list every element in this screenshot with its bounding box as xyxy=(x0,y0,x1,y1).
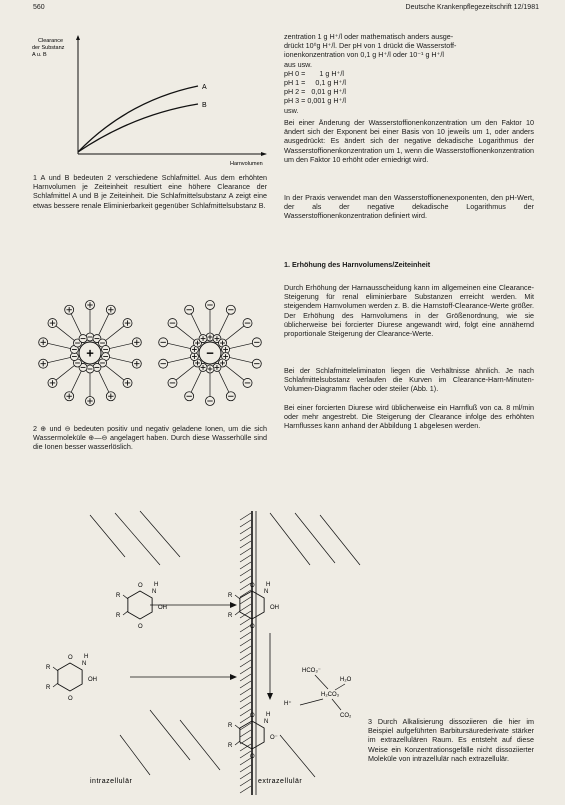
substituent-r: R xyxy=(228,723,233,729)
carbonyl-o: O xyxy=(68,696,73,702)
ph-value-line: pH 1 = 0,1 g H⁺/l xyxy=(284,78,346,88)
hydroxyl-oh: OH xyxy=(270,605,279,611)
figure-1-clearance-chart xyxy=(30,34,270,169)
r-bond xyxy=(53,667,58,671)
hatch-line xyxy=(240,576,251,583)
hydrogen-h: H xyxy=(266,582,271,588)
y-axis-label-1: Clearance xyxy=(38,38,64,44)
carbonyl-o: O xyxy=(250,754,255,760)
barbiturate-molecule-extracellular-top xyxy=(228,582,279,630)
hatch-line xyxy=(240,597,251,604)
central-ion-sign: − xyxy=(206,345,214,361)
curve-a-label: A xyxy=(202,84,207,91)
hatch-line xyxy=(240,513,251,520)
x-axis-label: Harnvolumen xyxy=(230,161,263,167)
r-bond xyxy=(123,611,128,615)
y-axis-label-2: der Substanz xyxy=(32,45,65,51)
hatch-line xyxy=(240,779,251,786)
carbonyl-o: O xyxy=(138,583,143,589)
nitrogen-n: N xyxy=(264,589,269,595)
intracellular-diagonal xyxy=(140,511,180,557)
reaction-line-3 xyxy=(300,699,323,705)
hatch-line xyxy=(240,765,251,772)
paragraph-5: Bei einer forcierten Diurese wird üblicherweise ein Harnfluß von ca. 8 ml/min oder mehr angestrebt. Die Steigerung der Clearance infolge des erhöhten Harnflusses kann anhand der Abbildung 1 abgelesen werden. xyxy=(284,403,534,431)
hatch-line xyxy=(240,604,251,611)
r-bond xyxy=(123,595,128,599)
figure-3-barbiturate-dissociation xyxy=(30,505,370,800)
barbiturate-molecule-intracellular-top xyxy=(116,582,167,630)
dissociation-arrow-head xyxy=(267,693,273,700)
hatch-line xyxy=(240,667,251,674)
hatch-line xyxy=(240,534,251,541)
substituent-r: R xyxy=(116,593,121,599)
carbonyl-o: O xyxy=(138,624,143,630)
hatch-line xyxy=(240,660,251,667)
intracellular-diagonal xyxy=(115,513,160,565)
carbonyl-o: O xyxy=(250,713,255,719)
substituent-r: R xyxy=(46,665,51,671)
substituent-r: R xyxy=(228,743,233,749)
paragraph-4: Bei der Schlafmitteleliminaton liegen die Verhältnisse ähnlich. Je nach Schlafmittelsubstanz verlaufen die Kurven im Clearance-Harn-Minuten-Volumen-Diagramm flacher oder steiler (Abb. 1). xyxy=(284,366,534,394)
barbiturate-anion-extracellular xyxy=(228,712,278,760)
oxide-o-minus: O⁻ xyxy=(270,735,278,741)
hatch-line xyxy=(240,786,251,793)
ph-intro-lines xyxy=(284,32,534,115)
paragraph-1: Bei einer Änderung der Wasserstoffionenkonzentration um den Faktor 10 ändert sich der Exponent bei einer Basis von 10 jeweils um 1, oder anders ausgedrückt: Es ändert sich der negative dekadische Logarithmus der Wasserstoffionenkonzentration um 1, wenn die Wasserstoffionenkonzentration um den Faktor 10 erhöht oder erniedrigt wird. xyxy=(284,118,534,164)
carbonyl-o: O xyxy=(250,583,255,589)
figure-2-caption: 2 ⊕ und ⊖ bedeuten positiv und negativ geladene Ionen, um die sich Wassermoleküle ⊕—⊖ angelagert haben. Durch diese Wasserhülle sind die Ionen besser wasserlöslich. xyxy=(33,424,267,452)
section-heading: 1. Erhöhung des Harnvolumens/Zeiteinheit xyxy=(284,260,431,269)
figure-1-caption: 1 A und B bedeuten 2 verschiedene Schlafmittel. Aus dem erhöhten Harnvolumen je Zeiteinheit resultiert eine höhere Clearance der Schlafmittel A und B je Zeiteinheit. Die Schlafmittelsubstanz A zeigt eine etwas bessere renale Eliminierbarkeit gegenüber Schlafmittelsubstanz B. xyxy=(33,173,267,210)
h-plus-label: H⁺ xyxy=(284,701,292,707)
extracellular-diagonal xyxy=(320,515,360,565)
carbonyl-o: O xyxy=(250,624,255,630)
hatch-line xyxy=(240,702,251,709)
paragraph-2: In der Praxis verwendet man den Wasserstoffionenexponenten, den pH-Wert, der als der negative dekadische Logarithmus der Wasserstoffionenkonzentration definiert wird. xyxy=(284,193,534,221)
reaction-line-4 xyxy=(332,699,341,710)
hydroxyl-oh: OH xyxy=(158,605,167,611)
transfer-arrow-1-head xyxy=(230,602,237,608)
ph-value-line: pH 2 = 0,01 g H⁺/l xyxy=(284,87,346,97)
substituent-r: R xyxy=(46,685,51,691)
central-ion-sign: + xyxy=(86,345,94,361)
r-bond xyxy=(53,683,58,687)
hydrogen-h: H xyxy=(266,712,271,718)
intracellular-diagonal xyxy=(150,710,190,760)
transfer-arrow-2-head xyxy=(230,674,237,680)
ph-value-line: pH 0 = 1 g H⁺/l xyxy=(284,68,344,78)
intro-line: drückt 10⁰g H⁺/l. Der pH von 1 drückt die Wasserstoff- xyxy=(284,41,457,51)
intro-line: aus usw. xyxy=(284,59,312,69)
r-bond xyxy=(235,611,240,615)
hatch-line xyxy=(240,646,251,653)
substituent-r: R xyxy=(116,613,121,619)
r-bond xyxy=(235,741,240,745)
intro-line: ionenkonzentration von 0,1 g H⁺/l oder 10⁻¹ g H⁺/l xyxy=(284,50,445,60)
intracellular-diagonal xyxy=(120,735,150,775)
hatch-line xyxy=(240,611,251,618)
hatch-line xyxy=(240,541,251,548)
x-axis-arrow xyxy=(261,152,267,156)
hco3-label: HCO₃⁻ xyxy=(302,668,321,674)
hatch-line xyxy=(240,569,251,576)
hatch-line xyxy=(240,520,251,527)
paragraph-3: Durch Erhöhung der Harnausscheidung kann im allgemeinen eine Clearance-Steigerung für renal eliminierbare Substanzen erreicht werden. Mit steigendem Harnvolumen werden z. B. die Harnstoff-Clearance-Werte größer. Der Erhöhung des Harnvolumens in der Größenordnung, wie sie üblicherweise bei forcierter Diurese angewandt wird, folgt eine annähernd proportionale Steigerung der Clearance-Werte. xyxy=(284,283,534,339)
nitrogen-n: N xyxy=(152,589,157,595)
journal-title: Deutsche Krankenpflegezeitschrift 12/1981 xyxy=(405,4,539,11)
extrazellular-label: extrazellulär xyxy=(258,778,303,785)
cation-cluster xyxy=(39,301,142,406)
intrazellular-label: intrazellulär xyxy=(90,778,133,785)
reaction-line-2 xyxy=(335,684,345,690)
intracellular-diagonal xyxy=(90,515,125,557)
y-axis-label-3: A u. B xyxy=(32,52,47,58)
curve-b-label: B xyxy=(202,102,207,109)
hydrogen-h: H xyxy=(84,654,89,660)
hatch-line xyxy=(240,695,251,702)
membrane-hatching xyxy=(240,513,251,793)
extracellular-diagonal xyxy=(270,513,310,565)
nitrogen-n: N xyxy=(82,661,87,667)
r-bond xyxy=(235,595,240,599)
curve-a xyxy=(78,86,198,152)
curve-b xyxy=(78,104,198,152)
hatch-line xyxy=(240,653,251,660)
y-axis-arrow xyxy=(76,35,80,40)
hydroxyl-oh: OH xyxy=(88,677,97,683)
hydrogen-h: H xyxy=(154,582,159,588)
intro-line: usw. xyxy=(284,105,299,115)
hatch-line xyxy=(240,632,251,639)
pyrimidine-ring xyxy=(58,663,82,691)
hatch-line xyxy=(240,772,251,779)
anion-cluster xyxy=(159,301,262,406)
h2co3-label: H₂CO₃ xyxy=(321,692,340,698)
barbiturate-molecule-intracellular-bottom xyxy=(46,654,97,702)
hatch-line xyxy=(240,562,251,569)
substituent-r: R xyxy=(228,613,233,619)
hatch-line xyxy=(240,590,251,597)
hatch-line xyxy=(240,548,251,555)
hatch-line xyxy=(240,639,251,646)
hatch-line xyxy=(240,527,251,534)
ph-value-line: pH 3 = 0,001 g H⁺/l xyxy=(284,96,346,106)
intro-line: zentration 1 g H⁺/l oder mathematisch anders ausge- xyxy=(284,32,454,41)
nitrogen-n: N xyxy=(264,719,269,725)
hatch-line xyxy=(240,681,251,688)
r-bond xyxy=(235,725,240,729)
extracellular-diagonal xyxy=(280,735,315,777)
extracellular-diagonal-lines xyxy=(270,513,360,777)
page-number: 560 xyxy=(33,4,45,11)
extracellular-diagonal xyxy=(295,513,335,563)
figure-2-hydrated-ions xyxy=(28,285,273,420)
hatch-line xyxy=(240,688,251,695)
co2-label: CO₂ xyxy=(340,713,352,719)
h2o-label: H₂O xyxy=(340,677,352,683)
substituent-r: R xyxy=(228,593,233,599)
hatch-line xyxy=(240,730,251,737)
intracellular-diagonal xyxy=(180,720,220,770)
pyrimidine-ring xyxy=(128,591,152,619)
hatch-line xyxy=(240,674,251,681)
reaction-line-1 xyxy=(315,675,328,689)
carbonyl-o: O xyxy=(68,655,73,661)
hatch-line xyxy=(240,555,251,562)
figure-3-caption: 3 Durch Alkalisierung dissoziieren die hier im Beispiel aufgeführten Barbitursäurederivate stärker im extrazellulären Raum. Es entsteht auf diese Weise ein Konzentrationsgefälle nicht dissoziierter Moleküle von intrazellulär nach extrazellulär. xyxy=(368,717,534,763)
